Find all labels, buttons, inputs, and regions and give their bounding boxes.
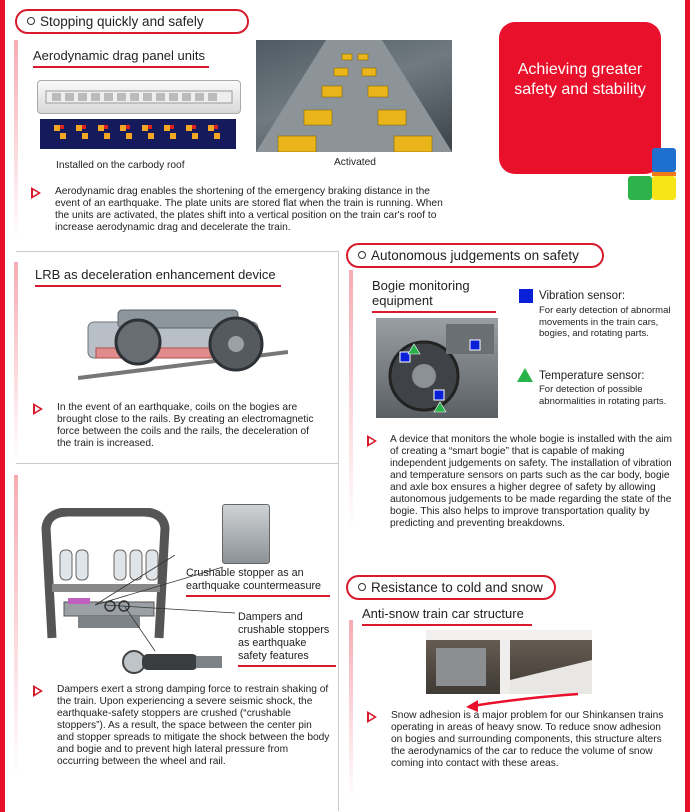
activated-panels-drawing	[256, 40, 452, 152]
subtitle-lrb: LRB as deceleration enhancement device	[35, 267, 276, 282]
dampers-description: Dampers exert a strong damping force to restrain shaking of the train. Upon experiencing a severe seismic shock, the earthquake-safety stoppers are crushed (“crushable stoppers”). As a result, the space between the center pin and stopper spreads to mitigate the shock between the body and bogie and to prevent high lateral pressure from occurring between the wheel and rail.	[57, 684, 330, 767]
drag-panel-unit-drawing	[38, 81, 240, 113]
circle-bullet-icon	[358, 251, 366, 259]
label-underline	[186, 595, 330, 597]
section5-side-bar	[349, 620, 353, 800]
bogie-monitoring-description: A device that monitors the whole bogie is installed with the aim of creating a “smart bogie” that is capable of making independent judgements on safety. The installation of vibration and temperature sensors on parts such as the car body, bogie and axle box ensures a higher degree of safety by allowing autonomous judgements to be made regarding the state of the bogie. This also helps to improve transportation quality by predicting and preventing breakdowns.	[390, 434, 673, 529]
temperature-sensor-icon	[517, 368, 533, 382]
temperature-sensor-text: For detection of possible abnormalities in rotating parts.	[539, 384, 667, 407]
right-edge-bar	[685, 0, 690, 812]
safety-banner	[499, 22, 661, 174]
drag-panel-top-view-image	[40, 119, 236, 149]
circle-bullet-icon	[27, 17, 35, 25]
lrb-bogie-drawing	[78, 292, 288, 392]
caption-activated: Activated	[334, 157, 376, 168]
drag-panel-description: Aerodynamic drag enables the shortening of the emergency braking distance in the event of an earthquake. The plate units are stored flat when the train is running. When the units are activated, the plates shift into a vertical position on the train car's roof to increase aerodynamic drag and decelerate the train.	[55, 186, 443, 233]
section4-side-bar	[349, 270, 353, 530]
bogie-monitoring-photo	[376, 318, 498, 418]
anti-snow-photo	[426, 630, 592, 694]
circle-bullet-icon	[358, 583, 366, 591]
temperature-sensor-title: Temperature sensor:	[539, 370, 645, 382]
divider	[16, 463, 338, 464]
subtitle-anti-snow: Anti-snow train car structure	[362, 606, 524, 621]
section-title-cold-snow: Resistance to cold and snow	[346, 575, 556, 600]
bullet-arrow-icon	[31, 187, 41, 199]
anti-snow-description: Snow adhesion is a major problem for our Shinkansen trains operating in areas of heavy snow. To reduce snow adhesion on bogies and surrounding components, this structure alters the aerodynamics of the car to reduce the volume of snow coming into contact with these areas.	[391, 710, 664, 769]
section-title-autonomous: Autonomous judgements on safety	[346, 243, 604, 268]
divider	[338, 251, 339, 811]
blue-square-icon	[652, 148, 676, 172]
bullet-arrow-icon	[33, 403, 43, 415]
caption-installed: Installed on the carbody roof	[56, 160, 185, 171]
section1-side-bar	[14, 40, 18, 240]
section3-side-bar	[14, 475, 18, 775]
vibration-sensor-text: For early detection of abnormal movements in the train cars, bogies, and rotating parts.	[539, 305, 671, 339]
section2-side-bar	[14, 262, 18, 462]
banner-text: Achieving greater safety and stability	[514, 61, 646, 98]
subtitle-drag-panel: Aerodynamic drag panel units	[33, 48, 205, 63]
section-title-stopping: Stopping quickly and safely	[15, 9, 249, 34]
label-dampers: Dampers and crushable stoppers as earthquake safety features	[238, 611, 330, 662]
activated-panels-photo	[256, 40, 452, 152]
drag-panel-top-view-drawing	[40, 119, 236, 149]
yellow-square-icon	[652, 176, 676, 200]
lrb-bogie-image	[78, 292, 288, 392]
lrb-description: In the event of an earthquake, coils on the bogies are brought close to the rails. By creating an electromagnetic force between the coils and the rails, the deceleration of the train is increased.	[57, 402, 314, 449]
green-square-icon	[628, 176, 652, 200]
label-crushable-stopper: Crushable stopper as an earthquake countermeasure	[186, 567, 322, 592]
divider	[16, 251, 338, 252]
label-underline	[238, 665, 336, 667]
anti-snow-drawing	[426, 630, 592, 694]
vibration-sensor-icon	[519, 289, 533, 303]
bullet-arrow-icon	[367, 711, 377, 723]
bullet-arrow-icon	[367, 435, 377, 447]
subtitle-bogie-monitoring: Bogie monitoring equipment	[372, 278, 502, 308]
vibration-sensor-title: Vibration sensor:	[539, 290, 626, 302]
drag-panel-unit-image	[37, 80, 241, 114]
bogie-monitoring-drawing	[376, 318, 498, 418]
red-arrow-icon	[462, 688, 582, 712]
left-edge-bar	[0, 0, 5, 812]
bullet-arrow-icon	[33, 685, 43, 697]
